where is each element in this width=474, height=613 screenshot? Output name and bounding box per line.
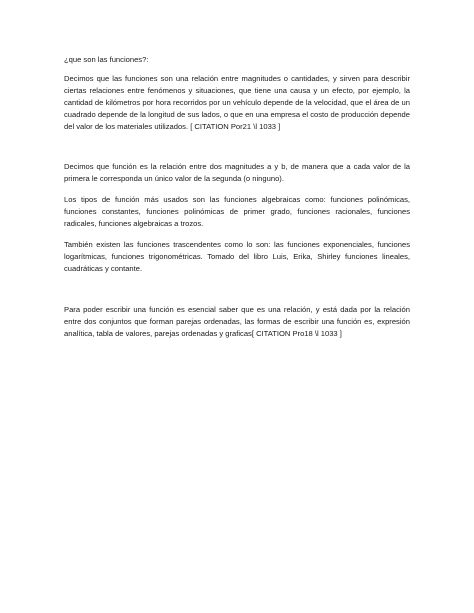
- paragraph-relation: Decimos que función es la relación entre dos magnitudes a y b, de manera que a cada valor de la primera le corresponda un único valor de la segunda (o ninguno).: [64, 162, 410, 184]
- paragraph-algebraic-types: Los tipos de función más usados son las funciones algebraicas como: funciones polinómicas, funciones constantes, funciones polinómicas de primer grado, funciones racionales, funciones radicales, funciones algebraicas a trozos.: [64, 195, 410, 229]
- question-heading: ¿que son las funciones?:: [64, 55, 149, 64]
- paragraph-writing-forms: Para poder escribir una función es esencial saber que es una relación, y está dada por la relación entre dos conjuntos que forman parejas ordenadas, las formas de escribir una función es, expresión analítica, tabla de valores, parejas ordenadas y graficas[ CITATION Pro18 \l 1033 ]: [64, 304, 410, 338]
- document-body: [64, 54, 410, 339]
- paragraph-transcendent-types: También existen las funciones trascendentes como lo son: las funciones exponenciales, funciones logarítmicas, funciones trigonométricas. Tomado del libro Luis, Erika, Shirley funciones lineales, cuadráticas y contante.: [64, 239, 410, 273]
- paragraph-definition: Decimos que las funciones son una relación entre magnitudes o cantidades, y sirven para describir ciertas relaciones entre fenómenos y situaciones, que tiene una causa y un efecto, por ejemplo, la cantidad de kilómetros por hora recorridos por un vehículo depende de la velocidad, que el área de un cuadrado depende de la longitud de sus lados, o que en una empresa el costo de producción depende del valor de los materiales utilizados. [ CITATION Por21 \l 1033 ]: [64, 73, 410, 131]
